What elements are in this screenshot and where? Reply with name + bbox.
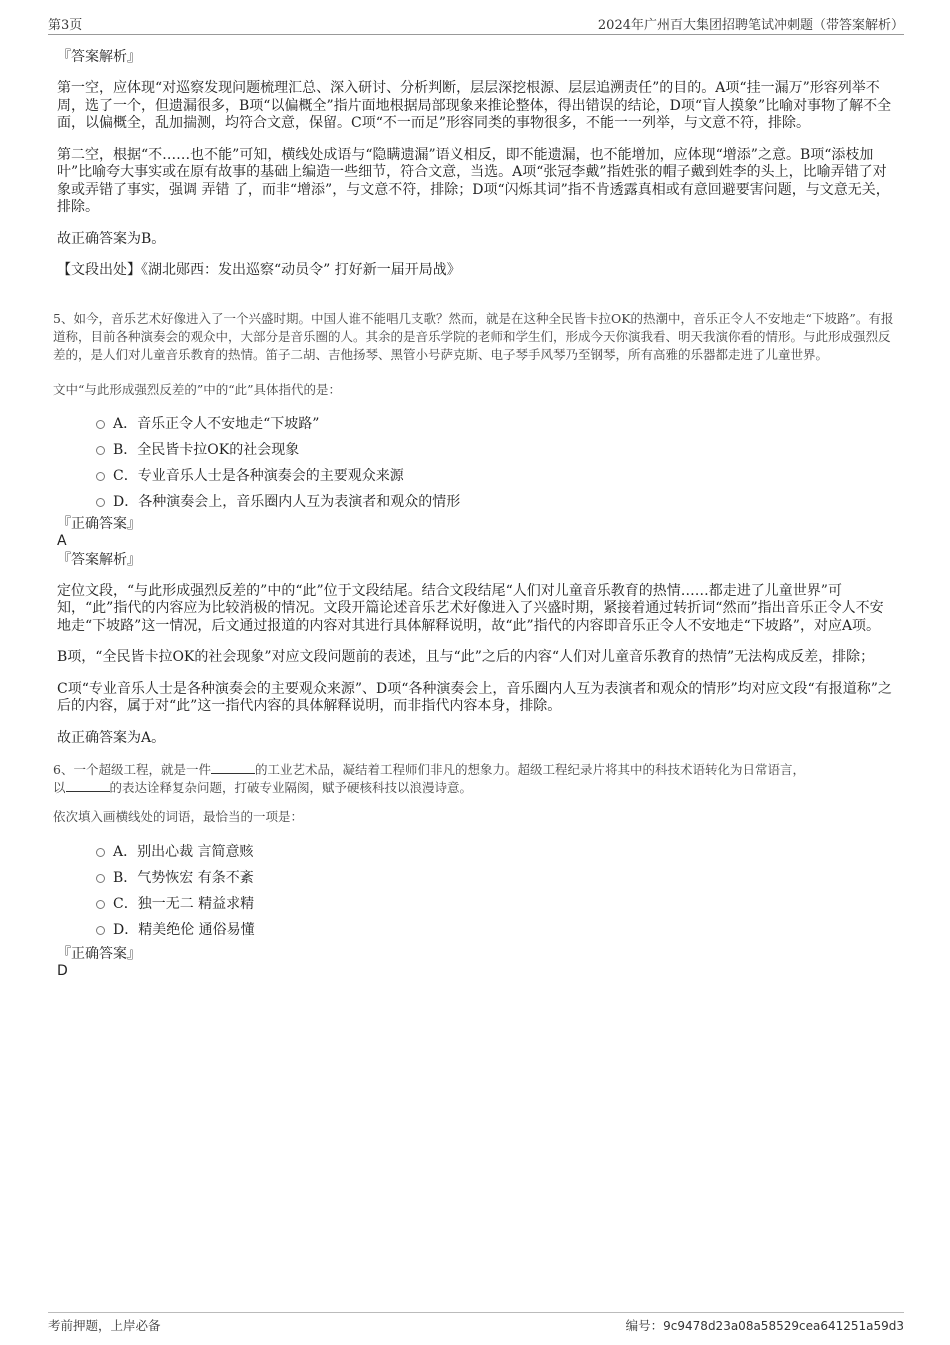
q4-analysis-label: 『答案解析』 (57, 49, 141, 65)
page-header (48, 14, 904, 35)
page-content (53, 46, 897, 979)
footer-slogan: 考前押题，上岸必备 (48, 1318, 161, 1333)
radio-icon[interactable] (96, 472, 105, 481)
radio-icon[interactable] (96, 874, 105, 883)
radio-icon[interactable] (96, 498, 105, 507)
q5-analysis-para-2: B项，“全民皆卡拉OK的社会现象”对应文段问题前的表述，且与“此”之后的内容“人们对儿童音乐教育的热情”无法构成反差，排除； (57, 649, 875, 665)
q6-option-b[interactable]: B．气势恢宏 有条不紊 (96, 869, 897, 887)
radio-icon[interactable] (96, 926, 105, 935)
blank-1 (211, 761, 255, 774)
q5-correct-label: 『正确答案』 (57, 515, 141, 532)
q6-correct-answer: D (57, 963, 68, 979)
q4-analysis-para-2: 第二空，根据“不……也不能”可知，横线处成语与“隐瞒遗漏”语义相反，即不能遗漏，也不能增加，应体现“增添”之意。B项“添枝加叶”比喻夸大事实或在原有故事的基础上编造一些细节，符合文意，当选。A项“张冠李戴”指姓张的帽子戴到姓李的头上，比喻弄错了对象或弄错了事实，强调 弄错 了，而非“增添”，与文意不符，排除；D项“闪烁其词”指不肯透露真相或有意回避要害问题，与文意无关，排除。 (57, 146, 890, 215)
q4-analysis-para-1: 第一空，应体现“对巡察发现问题梳理汇总、深入研讨、分析判断，层层深挖根源、层层追溯责任”的目的。A项“挂一漏万”形容列举不周，选了一个，但遗漏很多，B项“以偏概全”指片面地根据局部现象来推论整体，得出错误的结论，D项“盲人摸象”比喻对事物了解不全面，以偏概全，乱加揣测，均符合文意，保留。C项“不一而足”形容同类的事物很多，不能一一列举，与文意不符，排除。 (57, 80, 892, 131)
q5-option-a[interactable]: A．音乐正令人不安地走“下坡路” (96, 415, 897, 433)
q5-analysis-label: 『答案解析』 (57, 551, 141, 568)
document-title: 2024年广州百大集团招聘笔试冲刺题（带答案解析） (597, 18, 904, 33)
q5-option-c[interactable]: C．专业音乐人士是各种演奏会的主要观众来源 (96, 467, 897, 485)
q6-correct-label: 『正确答案』 (57, 946, 141, 962)
q6-stem: 6、一个超级工程，就是一件 的工业艺术品，凝结着工程师们非凡的想象力。超级工程纪录片将其中的科技术语转化为日常语言， 以 的表达诠释复杂问题，打破专业隔阂，赋予硬核科技以浪漫诗意。 (53, 762, 805, 795)
q6-option-d[interactable]: D．精美绝伦 通俗易懂 (96, 921, 897, 939)
q5-option-d[interactable]: D．各种演奏会上，音乐圈内人互为表演者和观众的情形 (96, 493, 897, 511)
q5-stem: 5、如今，音乐艺术好像进入了一个兴盛时期。中国人谁不能唱几支歌？然而，就是在这种全民皆卡拉OK的热潮中，音乐正令人不安地走“下坡路”。有报道称，目前各种演奏会的观众中，大部分是音乐圈的人。其余的是音乐学院的老师和学生们，形成今天你演我看、明天我演你看的情形。与此形成强烈反差的，是人们对儿童音乐教育的热情。笛子二胡、吉他扬琴、黑管小号萨克斯、电子琴手风琴乃至钢琴，所有高雅的乐器都走进了儿童世界。 (53, 310, 894, 362)
q4-conclusion: 故正确答案为B。 (57, 230, 166, 247)
q5-question: 文中“与此形成强烈反差的”中的“此”具体指代的是： (53, 381, 342, 397)
q5-analysis-para-1: 定位文段，“与此形成强烈反差的”中的“此”位于文段结尾。结合文段结尾“人们对儿童音乐教育的热情……都走进了儿童世界”可知，“此”指代的内容应为比较消极的情况。文段开篇论述音乐艺术好像进入了兴盛时期，紧接着通过转折词“然而”指出音乐正令人不安地走“下坡路”这一情况，后文通过报道的内容对其进行具体解释说明，故“此”指代的内容即音乐正令人不安地走“下坡路”，对应A项。 (57, 582, 884, 634)
q5-correct-answer: A (57, 532, 67, 549)
radio-icon[interactable] (96, 900, 105, 909)
q5-analysis-para-3: C项“专业音乐人士是各种演奏会的主要观众来源”、D项“各种演奏会上，音乐圈内人互为表演者和观众的情形”均对应文段“有报道称”之后的内容，属于对“此”这一指代内容的具体解释说明，而非指代内容本身，排除。 (57, 680, 892, 714)
q6-options (57, 843, 897, 939)
q5-option-b[interactable]: B．全民皆卡拉OK的社会现象 (96, 441, 897, 459)
q5-conclusion: 故正确答案为A。 (57, 729, 166, 746)
radio-icon[interactable] (96, 420, 105, 429)
q5-options (57, 415, 897, 511)
footer-serial: 编号：9c9478d23a08a58529cea641251a59d3 (625, 1318, 904, 1333)
q6-option-c[interactable]: C．独一无二 精益求精 (96, 895, 897, 913)
q6-option-a[interactable]: A．别出心裁 言简意赅 (96, 843, 897, 861)
q4-source: 【文段出处】《湖北郧西：发出巡察“动员令” 打好新一届开局战》 (57, 262, 461, 278)
page-footer (48, 1312, 904, 1333)
radio-icon[interactable] (96, 446, 105, 455)
radio-icon[interactable] (96, 848, 105, 857)
page-number: 第3页 (48, 18, 83, 33)
q6-question: 依次填入画横线处的词语，最恰当的一项是： (53, 809, 304, 824)
blank-2 (66, 779, 110, 792)
